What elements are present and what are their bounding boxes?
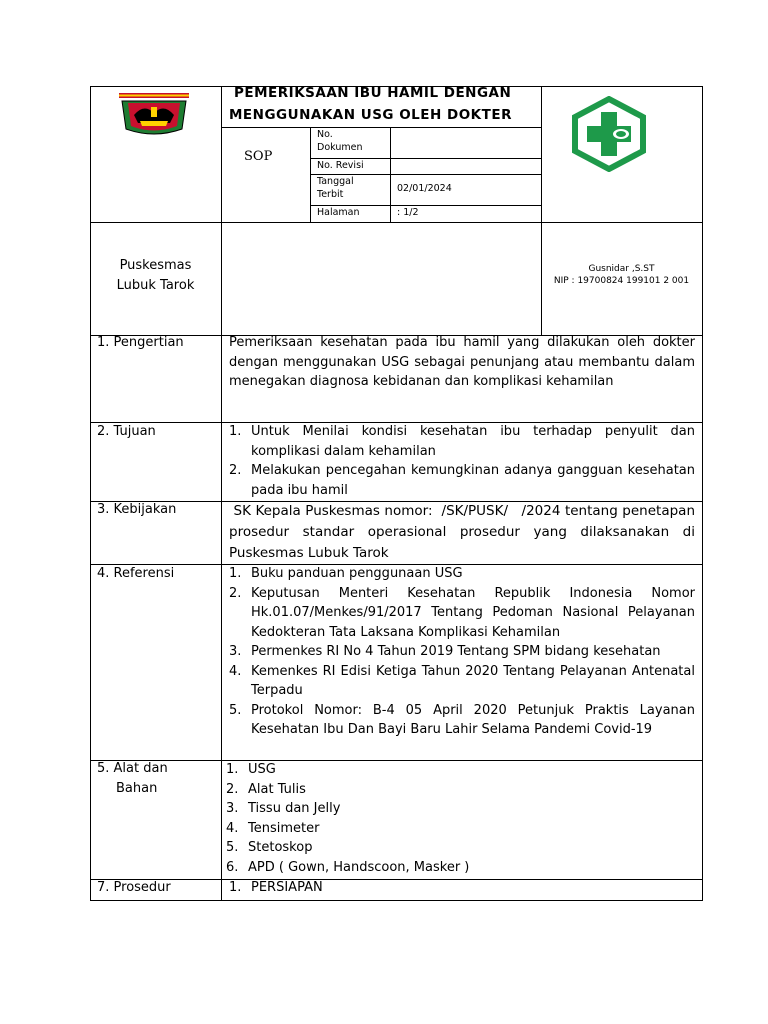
label-column-border	[221, 86, 222, 901]
list-item: 2. Melakukan pencegahan kemungkinan adanya gangguan kesehatan pada ibu hamil	[229, 463, 695, 498]
table-border-bottom	[90, 900, 703, 901]
prosedur-list	[229, 878, 695, 898]
regional-emblem-logo	[118, 93, 190, 137]
section-label-tujuan: 2. Tujuan	[97, 424, 156, 439]
list-item: 5. Stetoskop	[226, 840, 313, 855]
list-item: 3. Permenkes RI No 4 Tahun 2019 Tentang SPM bidang kesehatan	[229, 644, 661, 659]
section-text-kebijakan: SK Kepala Puskesmas nomor: /SK/PUSK/ /2024 tentang penetapan prosedur standar operasional prosedur yang dilaksanakan di Puskesmas Lubuk Tarok	[229, 503, 700, 561]
list-item: 3. Tissu dan Jelly	[226, 801, 341, 816]
field-tanggal-terbit-label: Tanggal Terbit	[317, 176, 354, 200]
field-halaman-value: : 1/2	[397, 207, 419, 218]
list-item: 1. USG	[226, 762, 276, 777]
header-bottom-border	[90, 222, 703, 223]
signer-name: Gusnidar ,S.ST	[588, 264, 655, 274]
field-no-revisi-label: No. Revisi	[317, 160, 364, 171]
list-item: 1. Buku panduan penggunaan USG	[229, 566, 463, 581]
doc-field-divider	[390, 127, 391, 223]
field-tanggal-terbit-value: 02/01/2024	[397, 183, 452, 194]
table-border-right	[702, 86, 703, 901]
section-label-pengertian: 1. Pengertian	[97, 335, 184, 350]
tujuan-list	[229, 422, 695, 500]
document-title-line-1: PEMERIKSAAN IBU HAMIL DENGAN	[234, 85, 512, 101]
org-name-line-2: Lubuk Tarok	[116, 278, 195, 293]
sop-label-border	[310, 127, 311, 223]
referensi-list	[229, 564, 695, 740]
field-halaman-label: Halaman	[317, 207, 360, 218]
list-item: 2. Alat Tulis	[226, 781, 306, 797]
document-title-line-2: MENGGUNAKAN USG OLEH DOKTER	[229, 107, 512, 123]
section-text-pengertian: Pemeriksaan kesehatan pada ibu hamil yang dilakukan oleh dokter dengan menggunakan USG sebagai penunjang atau membantu dalam menegakan diagnosa kebidanan dan komplikasi kehamilan	[229, 335, 695, 389]
sop-label: SOP	[244, 149, 273, 164]
list-item: 4. Kemenkes RI Edisi Ketiga Tahun 2020 Tentang Pelayanan Antenatal Terpadu	[229, 663, 695, 698]
field-no-dokumen-label: No. Dokumen	[317, 129, 363, 153]
puskesmas-logo	[571, 96, 647, 172]
section-label-referensi: 4. Referensi	[97, 566, 175, 581]
header-right-column-border	[541, 86, 542, 336]
section-label-alat-line-1: 5. Alat dan	[97, 761, 168, 776]
org-name-line-1: Puskesmas	[119, 258, 192, 273]
list-item: 4. Tensimeter	[226, 820, 320, 836]
list-item: 1. PERSIAPAN	[229, 880, 323, 895]
title-bottom-border	[221, 127, 541, 128]
list-item: 2. Keputusan Menteri Kesehatan Republik Indonesia Nomor Hk.01.07/Menkes/91/2017 Tentang Pedoman Nasional Pelayanan Kedokteran Tata Laksana Komplikasi Kehamilan	[229, 585, 695, 640]
signer-nip: NIP : 19700824 199101 2 001	[553, 276, 690, 286]
list-item: 5. Protokol Nomor: B-4 05 April 2020 Petunjuk Praktis Layanan Kesehatan Ibu Dan Bayi Baru Lahir Selama Pandemi Covid-19	[229, 702, 695, 737]
section-label-alat-line-2: Bahan	[116, 781, 158, 796]
section-label-prosedur: 7. Prosedur	[97, 880, 171, 895]
table-border-left	[90, 86, 91, 901]
list-item: 6. APD ( Gown, Handscoon, Masker )	[226, 859, 470, 875]
alat-list	[226, 760, 692, 877]
list-item: 1. Untuk Menilai kondisi kesehatan ibu terhadap penyulit dan komplikasi dalam kehamilan	[229, 424, 695, 459]
section-label-kebijakan: 3. Kebijakan	[97, 502, 177, 517]
